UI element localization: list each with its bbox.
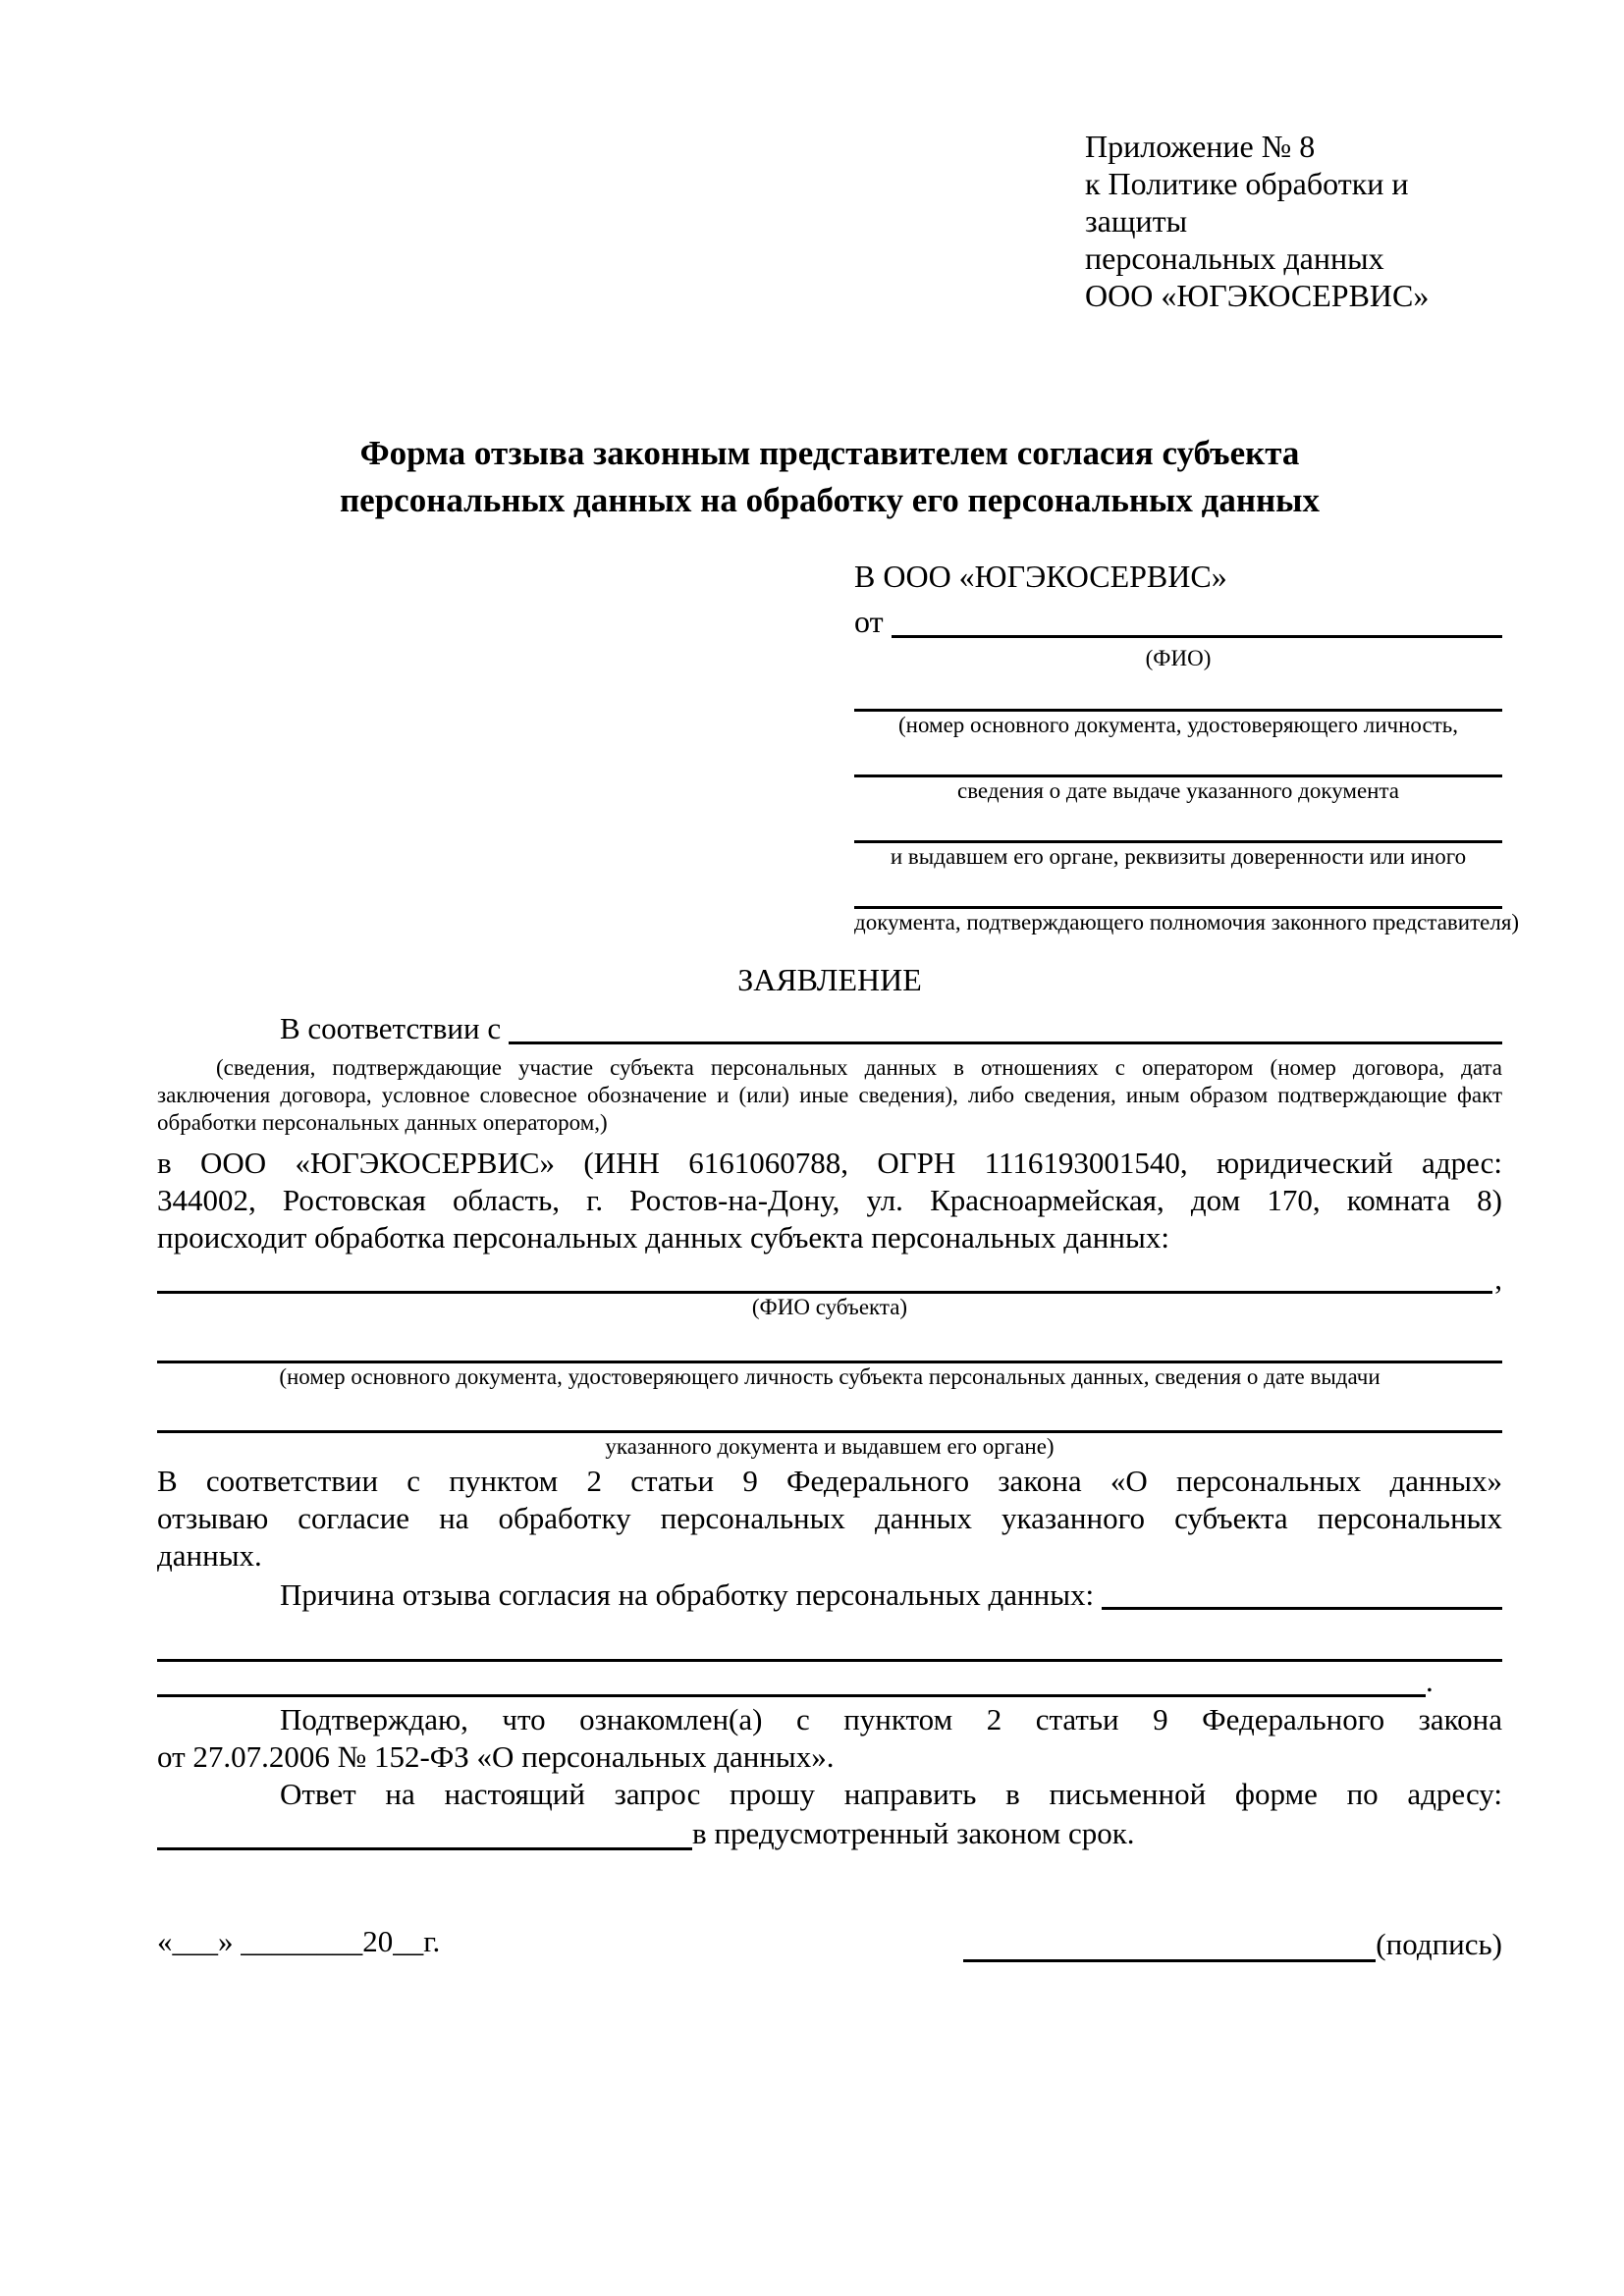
withdrawal-line-2: отзываю согласие на обработку персональных данных указанного субъекта персональных: [157, 1501, 1502, 1535]
representative-doc-caption-2: сведения о дате выдаче указанного документа: [956, 778, 1400, 803]
reply-address-field: [157, 1813, 1502, 1850]
from-label: от: [854, 604, 884, 639]
signature-row: [157, 1921, 1502, 1962]
subject-fio-comma: ,: [1494, 1261, 1502, 1296]
operator-paragraph: [157, 1145, 1502, 1256]
subject-fio-blank-line[interactable]: [157, 1256, 1492, 1294]
title-line-2: персональных данных на обработку его персональных данных: [340, 481, 1320, 519]
signature-field: [963, 1924, 1502, 1962]
from-blank-line[interactable]: [892, 599, 1502, 638]
reason-blank-line[interactable]: [1102, 1575, 1502, 1610]
withdrawal-line-1: В соответствии с пунктом 2 статьи 9 Федерального закона «О персональных данных»: [157, 1464, 1502, 1498]
representative-doc-blank-line-2[interactable]: [854, 739, 1502, 777]
reply-paragraph: [157, 1776, 1502, 1813]
addressee-block: [854, 554, 1520, 936]
fine-print-line-3: обработки персональных данных оператором,): [157, 1110, 608, 1135]
reason-label: Причина отзыва согласия на обработку персональных данных:: [280, 1577, 1095, 1612]
representative-doc-blank-line-4[interactable]: [854, 871, 1502, 909]
operator-line-3: происходит обработка персональных данных субъекта персональных данных:: [157, 1220, 1169, 1255]
fine-print-line-1: (сведения, подтверждающие участие субъекта персональных данных в отношениях с оператором (номер договора, дата: [216, 1055, 1502, 1080]
date-field[interactable]: «___» ________20__г.: [157, 1924, 441, 1958]
representative-doc-blank-line-3[interactable]: [854, 805, 1502, 843]
appendix-number-line: Приложение № 8: [1085, 129, 1316, 164]
subject-doc-blank-line-1[interactable]: [157, 1321, 1502, 1363]
reply-line-1: Ответ на настоящий запрос прошу направить в письменной форме по адресу:: [280, 1777, 1502, 1811]
basis-fine-print: [157, 1054, 1502, 1137]
appendix-policy-line-2: персональных данных: [1085, 240, 1384, 276]
subject-doc-caption-2: указанного документа и выдавшем его органе): [605, 1434, 1055, 1459]
withdrawal-line-3: данных.: [157, 1538, 262, 1573]
appendix-policy-line-1: к Политике обработки и защиты: [1085, 166, 1409, 239]
from-field: [854, 599, 1502, 644]
reason-field: [157, 1575, 1502, 1616]
reason-blank-line-3: [157, 1662, 1502, 1697]
title-line-1: Форма отзыва законным представителем согласия субъекта: [359, 434, 1300, 472]
reply-tail-text: в предусмотренный законом срок.: [692, 1816, 1135, 1850]
representative-doc-blank-line-1[interactable]: [854, 673, 1502, 712]
confirmation-line-1: Подтверждаю, что ознакомлен(а) с пунктом 2 статьи 9 Федерального закона: [280, 1702, 1502, 1736]
operator-line-2: 344002, Ростовская область, г. Ростов-на-Дону, ул. Красноармейская, дом 170, комната 8): [157, 1183, 1502, 1217]
subject-doc-caption-1: (номер основного документа, удостоверяющего личность субъекта персональных данных, сведения о дате выдачи: [279, 1364, 1380, 1389]
basis-field: [157, 1007, 1502, 1050]
addressee-organization: В ООО «ЮГЭКОСЕРВИС»: [854, 559, 1227, 594]
document-title: [157, 430, 1502, 524]
signature-blank-line[interactable]: [963, 1924, 1376, 1962]
operator-line-1: в ООО «ЮГЭКОСЕРВИС» (ИНН 6161060788, ОГРН 1116193001540, юридический адрес:: [157, 1146, 1502, 1180]
reason-blank-line-3-fill[interactable]: [157, 1659, 1426, 1697]
reply-address-blank-line[interactable]: [157, 1812, 692, 1850]
statement-heading: ЗАЯВЛЕНИЕ: [737, 962, 922, 997]
withdrawal-paragraph: [157, 1463, 1502, 1575]
representative-doc-caption-3: и выдавшем его органе, реквизиты доверенности или иного: [890, 844, 1467, 869]
confirmation-paragraph: [157, 1701, 1502, 1776]
reason-period: .: [1426, 1664, 1434, 1698]
representative-doc-caption-1: (номер основного документа, удостоверяющего личность,: [897, 713, 1458, 737]
reason-blank-line-2[interactable]: [157, 1616, 1502, 1662]
representative-doc-caption-4: документа, подтверждающего полномочия законного представителя): [854, 910, 1520, 934]
basis-blank-line[interactable]: [509, 1007, 1502, 1044]
subject-fio-field: [157, 1256, 1502, 1294]
signature-caption: (подпись): [1376, 1927, 1502, 1961]
subject-fio-caption: (ФИО субъекта): [751, 1295, 908, 1319]
appendix-header: [1085, 128, 1502, 314]
appendix-organization-line: ООО «ЮГЭКОСЕРВИС»: [1085, 278, 1430, 313]
fio-caption: (ФИО): [1145, 646, 1212, 670]
fine-print-line-2: заключения договора, условное словесное обозначение и (или) иные сведения), либо сведения, иным образом подтверждающие факт: [157, 1083, 1502, 1107]
subject-doc-blank-line-2[interactable]: [157, 1391, 1502, 1433]
confirmation-line-2: от 27.07.2006 № 152-ФЗ «О персональных данных».: [157, 1739, 835, 1774]
basis-label: В соответствии с: [280, 1011, 502, 1045]
